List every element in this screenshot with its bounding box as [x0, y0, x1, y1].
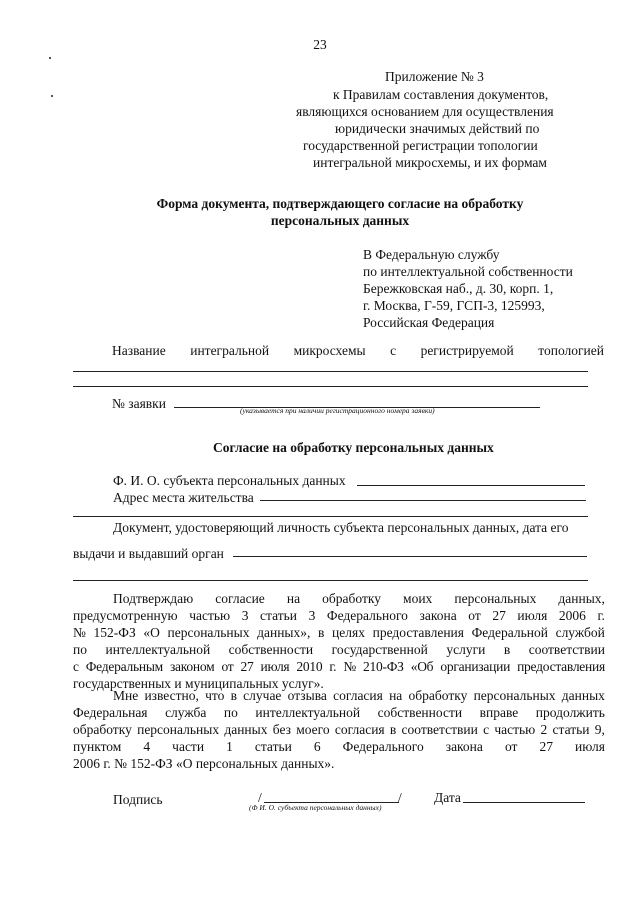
word: 3 — [308, 608, 316, 623]
word: обработку — [73, 722, 132, 737]
appendix-title: Приложение № 3 — [385, 69, 484, 84]
id-document-label: Документ, удостоверяющий личность субъекта персональных данных, дата его — [113, 520, 569, 535]
scan-speck — [51, 95, 53, 97]
paragraph-line — [73, 738, 605, 755]
word: службой — [555, 625, 605, 640]
word: обработку — [408, 688, 468, 703]
word: с — [483, 722, 490, 737]
paragraph-line — [73, 624, 605, 641]
word: вправе — [479, 705, 519, 720]
word: услуги — [446, 642, 486, 657]
address-field[interactable] — [260, 500, 586, 501]
appendix-line: государственной регистрации топологии — [303, 138, 538, 153]
word: Федерального — [342, 739, 424, 754]
word: Федеральной — [471, 625, 548, 640]
word: июля — [260, 659, 290, 674]
page-number: 23 — [313, 37, 327, 52]
appendix-line: являющихся основанием для осуществления — [296, 104, 554, 119]
word: целях — [332, 625, 365, 640]
addressee-line: г. Москва, Г-59, ГСП-3, 125993, — [363, 298, 545, 313]
word: июля — [517, 608, 548, 623]
word: 27 — [240, 659, 254, 674]
appendix-line: юридически значимых действий по — [335, 121, 540, 136]
topology-name-field[interactable] — [73, 371, 588, 372]
word: «О — [143, 625, 160, 640]
word: в — [318, 625, 325, 640]
addressee-line: Бережковская наб., д. 30, корп. 1, — [363, 281, 554, 296]
word: с — [390, 343, 397, 358]
word: статьи — [254, 739, 292, 754]
fio-field[interactable] — [357, 485, 585, 486]
paragraph-line — [113, 590, 605, 607]
topology-name-label — [112, 342, 604, 359]
address-label: Адрес места жительства — [113, 490, 254, 505]
word: статьи — [552, 722, 590, 737]
word: 2010 — [296, 659, 323, 674]
word: от — [221, 659, 234, 674]
word: от — [468, 608, 481, 623]
word: Федерального — [326, 608, 408, 623]
word: по — [73, 642, 87, 657]
word: 1 — [226, 739, 233, 754]
word: персональных — [137, 722, 220, 737]
paragraph-line: 2006 г. № 152-ФЗ «О персональных данных». — [73, 756, 335, 771]
word: на — [286, 591, 301, 606]
word: Федеральная — [73, 705, 148, 720]
addressee-line: Российская Федерация — [363, 315, 495, 330]
consent-title: Согласие на обработку персональных данных — [213, 440, 494, 455]
word: 210-ФЗ — [362, 659, 404, 674]
word: предусмотренную — [73, 608, 178, 623]
word: собственности — [228, 642, 314, 657]
word: частью — [189, 608, 231, 623]
word: 3 — [241, 608, 249, 623]
word: с — [73, 659, 79, 674]
word: № — [343, 659, 356, 674]
word: пунктом — [73, 739, 122, 754]
word: июля — [574, 739, 605, 754]
word: 152-ФЗ — [93, 625, 136, 640]
word: данных, — [558, 591, 605, 606]
paragraph-line — [73, 704, 605, 721]
signature-label: Подпись — [113, 792, 163, 807]
word: отзыва — [287, 688, 327, 703]
word: согласие — [215, 591, 265, 606]
form-title: персональных данных — [270, 213, 410, 228]
word: данных — [224, 722, 268, 737]
word: № — [73, 625, 86, 640]
word: предоставления — [372, 625, 464, 640]
word: интеллектуальной — [105, 642, 211, 657]
paragraph-line — [73, 607, 605, 624]
word: г. — [597, 608, 605, 623]
id-document-field[interactable] — [73, 580, 588, 581]
paragraph-line — [73, 641, 605, 658]
addressee-line: по интеллектуальной собственности — [363, 264, 573, 279]
word: моих — [403, 591, 433, 606]
word: части — [172, 739, 205, 754]
word: служба — [165, 705, 207, 720]
word: в — [389, 722, 397, 737]
word: обработку — [322, 591, 381, 606]
word: «Об — [410, 659, 434, 674]
word: Подтверждаю — [113, 591, 194, 606]
word: Название — [112, 343, 166, 358]
word: законом — [169, 659, 215, 674]
word: персональных — [473, 688, 556, 703]
signature-slash: / — [258, 790, 262, 805]
issue-label: выдачи и выдавший орган — [73, 546, 224, 561]
word: в — [230, 688, 237, 703]
word: топологией — [538, 343, 604, 358]
word: интегральной — [190, 343, 270, 358]
topology-name-field[interactable] — [73, 386, 588, 387]
word: 27 — [492, 608, 506, 623]
word: по — [223, 705, 238, 720]
word: частью — [494, 722, 536, 737]
word: моего — [296, 722, 330, 737]
scan-speck — [49, 57, 51, 59]
word: продолжить — [535, 705, 605, 720]
date-field[interactable] — [463, 802, 585, 803]
word: данных», — [257, 625, 311, 640]
addressee-line: В Федеральную службу — [363, 247, 500, 262]
word: закона — [419, 608, 457, 623]
paragraph-line — [113, 687, 605, 704]
signature-slash: / — [398, 790, 402, 805]
application-number-label: № заявки — [112, 396, 166, 411]
signature-hint: (Ф И. О. субъекта персональных данных) — [249, 803, 382, 812]
word: 2006 — [558, 608, 586, 623]
word: г. — [329, 659, 337, 674]
id-document-field[interactable] — [233, 556, 587, 557]
word: 27 — [539, 739, 553, 754]
word: от — [504, 739, 518, 754]
appendix-line: интегральной микросхемы, и их формам — [313, 155, 547, 170]
word: собственности — [377, 705, 463, 720]
paragraph-line: государственных и муниципальных услуг». — [73, 676, 324, 691]
word: статьи — [260, 608, 297, 623]
word: закона — [445, 739, 483, 754]
paragraph-line — [73, 721, 605, 738]
word: в — [503, 642, 511, 657]
date-label: Дата — [434, 790, 461, 805]
word: без — [272, 722, 291, 737]
word: персональных — [454, 591, 537, 606]
word: 4 — [143, 739, 151, 754]
word: организации — [440, 659, 511, 674]
fio-label: Ф. И. О. субъекта персональных данных — [113, 473, 346, 488]
address-field[interactable] — [73, 516, 588, 517]
word: данных — [561, 688, 605, 703]
application-number-hint: (указывается при наличии регистрационного номера заявки) — [240, 406, 435, 415]
word: соответствии — [401, 722, 478, 737]
word: 2 — [540, 722, 548, 737]
word: 9, — [594, 722, 605, 737]
word: согласия — [333, 688, 383, 703]
word: 6 — [313, 739, 321, 754]
word: микросхемы — [293, 343, 366, 358]
word: государственной — [331, 642, 428, 657]
word: согласия — [334, 722, 385, 737]
word: соответствии — [528, 642, 605, 657]
word: случае — [243, 688, 282, 703]
paragraph-line — [73, 658, 605, 675]
word: регистрируемой — [420, 343, 514, 358]
word: что — [205, 688, 225, 703]
word: персональных — [167, 625, 250, 640]
appendix-line: к Правилам составления документов, — [333, 87, 549, 102]
word: интеллектуальной — [255, 705, 361, 720]
word: на — [389, 688, 403, 703]
form-title: Форма документа, подтверждающего согласие на обработку — [156, 196, 524, 211]
word: Федеральным — [85, 659, 163, 674]
word: известно, — [144, 688, 199, 703]
word: предоставления — [517, 659, 605, 674]
word: Мне — [113, 688, 139, 703]
